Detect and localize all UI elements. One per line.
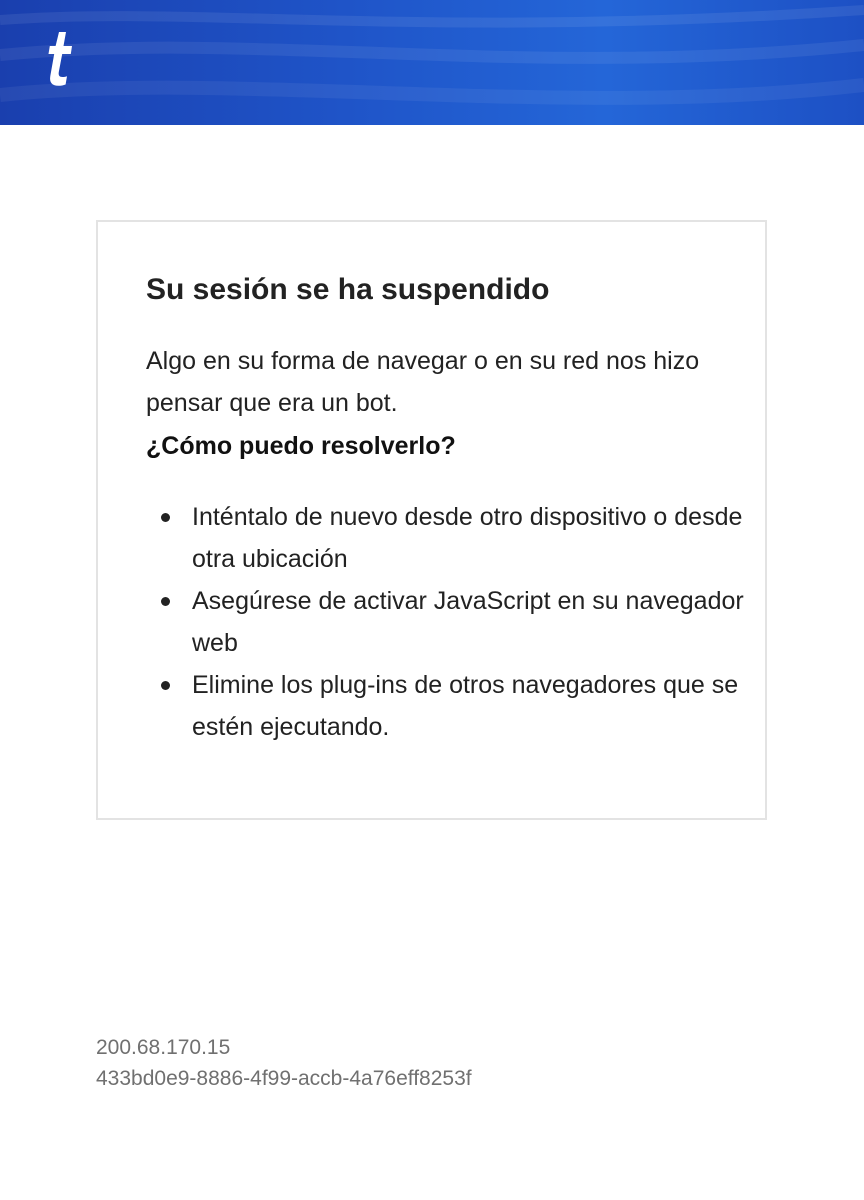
session-info-footer	[96, 1032, 472, 1094]
ticketmaster-t-logo-icon[interactable]	[44, 26, 76, 88]
ip-address-text: 200.68.170.15	[96, 1036, 231, 1059]
resolution-tips-list	[146, 496, 746, 748]
tip-item-remove-plugins: Elimine los plug-ins de otros navegadores que se estén ejecutando.	[146, 664, 746, 748]
tip-item-other-device: Inténtalo de nuevo desde otro dispositivo o desde otra ubicación	[146, 496, 746, 580]
suspension-description: Algo en su forma de navegar o en su red nos hizo pensar que era un bot.	[146, 347, 700, 417]
header-banner	[0, 0, 864, 125]
page-title: Su sesión se ha suspendido	[146, 273, 550, 306]
header-wave-pattern	[0, 0, 864, 125]
tip-item-enable-javascript: Asegúrese de activar JavaScript en su navegador web	[146, 580, 746, 664]
resolution-heading: ¿Cómo puedo resolverlo?	[146, 432, 456, 460]
suspension-notice-card	[96, 220, 767, 820]
request-id-text: 433bd0e9-8886-4f99-accb-4a76eff8253f	[96, 1067, 472, 1090]
